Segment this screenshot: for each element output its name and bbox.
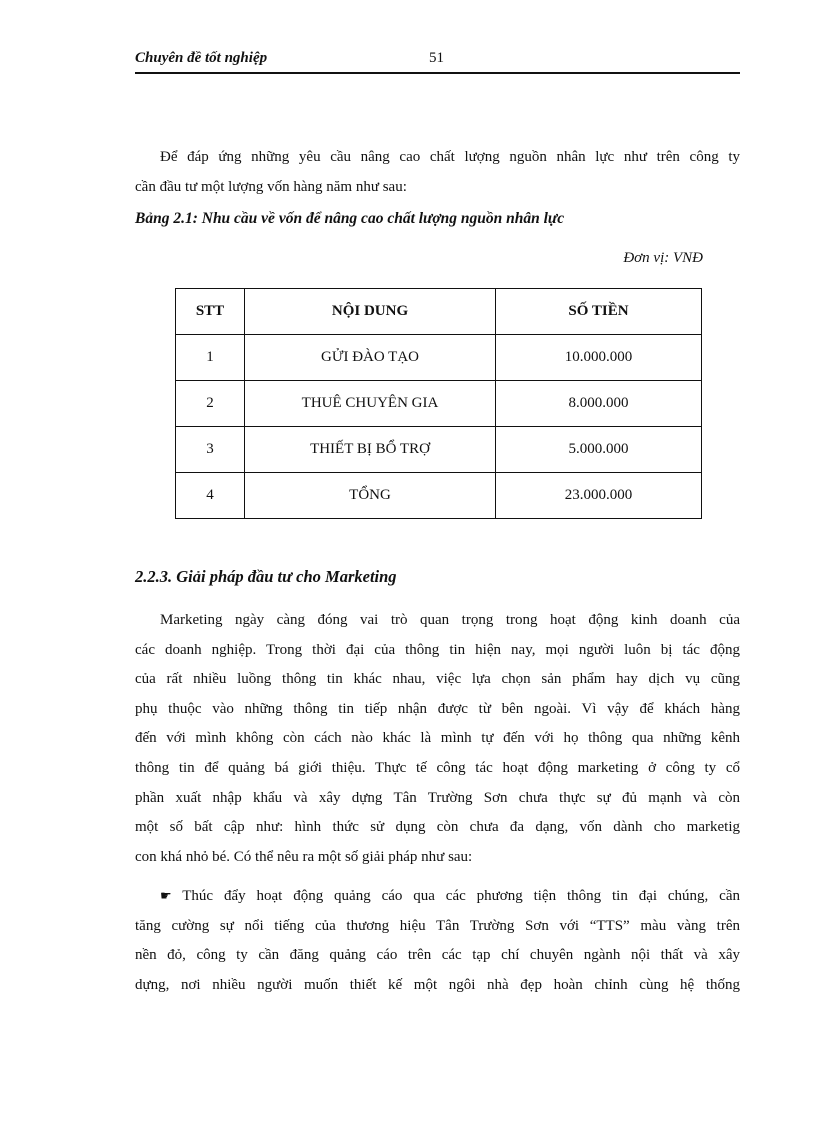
cell-content: GỬI ĐÀO TẠO xyxy=(245,335,496,381)
header-amount: SỐ TIỀN xyxy=(496,289,702,335)
bullet-text: Thúc đẩy hoạt động quảng cáo qua các phương tiện thông tin đại chúng, cần xyxy=(182,888,740,904)
paragraph-line: phụ thuộc vào những thông tin tiếp nhận được từ bên ngoài. Vì vậy để khách hàng xyxy=(135,700,740,717)
paragraph-line: một số bất cập như: hình thức sử dụng còn chưa đa dạng, vốn dành cho marketig xyxy=(135,819,740,836)
header-title: Chuyên đề tốt nghiệp xyxy=(135,50,268,66)
cell-amount: 8.000.000 xyxy=(496,381,702,427)
cell-amount: 10.000.000 xyxy=(496,335,702,381)
cell-stt: 2 xyxy=(176,381,245,427)
intro-line: Để đáp ứng những yêu cầu nâng cao chất lượng nguồn nhân lực như trên công ty xyxy=(160,149,740,165)
table-header-row xyxy=(176,289,702,335)
paragraph-line: tăng cường sự nổi tiếng của thương hiệu Tân Trường Sơn với “TTS” màu vàng trên xyxy=(135,917,740,934)
page-number: 51 xyxy=(429,50,444,66)
cell-content: THUÊ CHUYÊN GIA xyxy=(245,381,496,427)
table-caption: Bảng 2.1: Nhu cầu về vốn để nâng cao chất lượng nguồn nhân lực xyxy=(135,210,565,227)
cell-amount: 23.000.000 xyxy=(496,473,702,519)
paragraph-line: của rất nhiều luồng thông tin khác nhau, việc lựa chọn sản phẩm hay dịch vụ cũng xyxy=(135,671,740,688)
paragraph-line: thông tin để quảng bá giới thiệu. Thực tế công tác hoạt động marketing ở công ty cổ xyxy=(135,759,740,776)
paragraph-line: đến với mình không còn cách nào khác là mình tự đến với họ thông qua những kênh xyxy=(135,730,740,747)
paragraph-line: dựng, nơi nhiều người muốn thiết kế một ngôi nhà đẹp hoàn chỉnh cùng hệ thống xyxy=(135,976,740,993)
bullet-first-line xyxy=(135,882,740,912)
bullet-paragraph xyxy=(135,882,740,1000)
paragraph-line: con khá nhỏ bé. Có thể nêu ra một số giải pháp như sau: xyxy=(135,848,473,865)
cell-stt: 4 xyxy=(176,473,245,519)
intro-line: cần đầu tư một lượng vốn hàng năm như sau: xyxy=(135,178,407,195)
header-content: NỘI DUNG xyxy=(245,289,496,335)
cell-stt: 3 xyxy=(176,427,245,473)
paragraph-line: Marketing ngày càng đóng vai trò quan trọng trong hoạt động kinh doanh của xyxy=(160,612,740,628)
table-row xyxy=(176,427,702,473)
capital-needs-table xyxy=(175,288,702,519)
pointing-hand-icon: ☛ xyxy=(160,889,172,904)
paragraph-line: nền đỏ, công ty cần đăng quảng cáo trên các tạp chí chuyên ngành nội thất và xây xyxy=(135,947,740,964)
cell-stt: 1 xyxy=(176,335,245,381)
cell-amount: 5.000.000 xyxy=(496,427,702,473)
intro-paragraph xyxy=(135,143,740,202)
marketing-paragraph xyxy=(135,606,740,872)
page-header xyxy=(135,48,740,74)
table-row xyxy=(176,473,702,519)
table-row xyxy=(176,381,702,427)
cell-content: THIẾT BỊ BỔ TRỢ xyxy=(245,427,496,473)
section-heading: 2.2.3. Giải pháp đầu tư cho Marketing xyxy=(135,567,397,586)
table-row xyxy=(176,335,702,381)
paragraph-line: phần xuất nhập khẩu và xây dựng Tân Trường Sơn chưa thực sự đủ mạnh và còn xyxy=(135,789,740,806)
paragraph-line: các doanh nghiệp. Trong thời đại của thông tin hiện nay, mọi người luôn bị tác động xyxy=(135,641,740,658)
cell-content: TỔNG xyxy=(245,473,496,519)
header-stt: STT xyxy=(176,289,245,335)
table-unit: Đơn vị: VNĐ xyxy=(623,250,703,266)
